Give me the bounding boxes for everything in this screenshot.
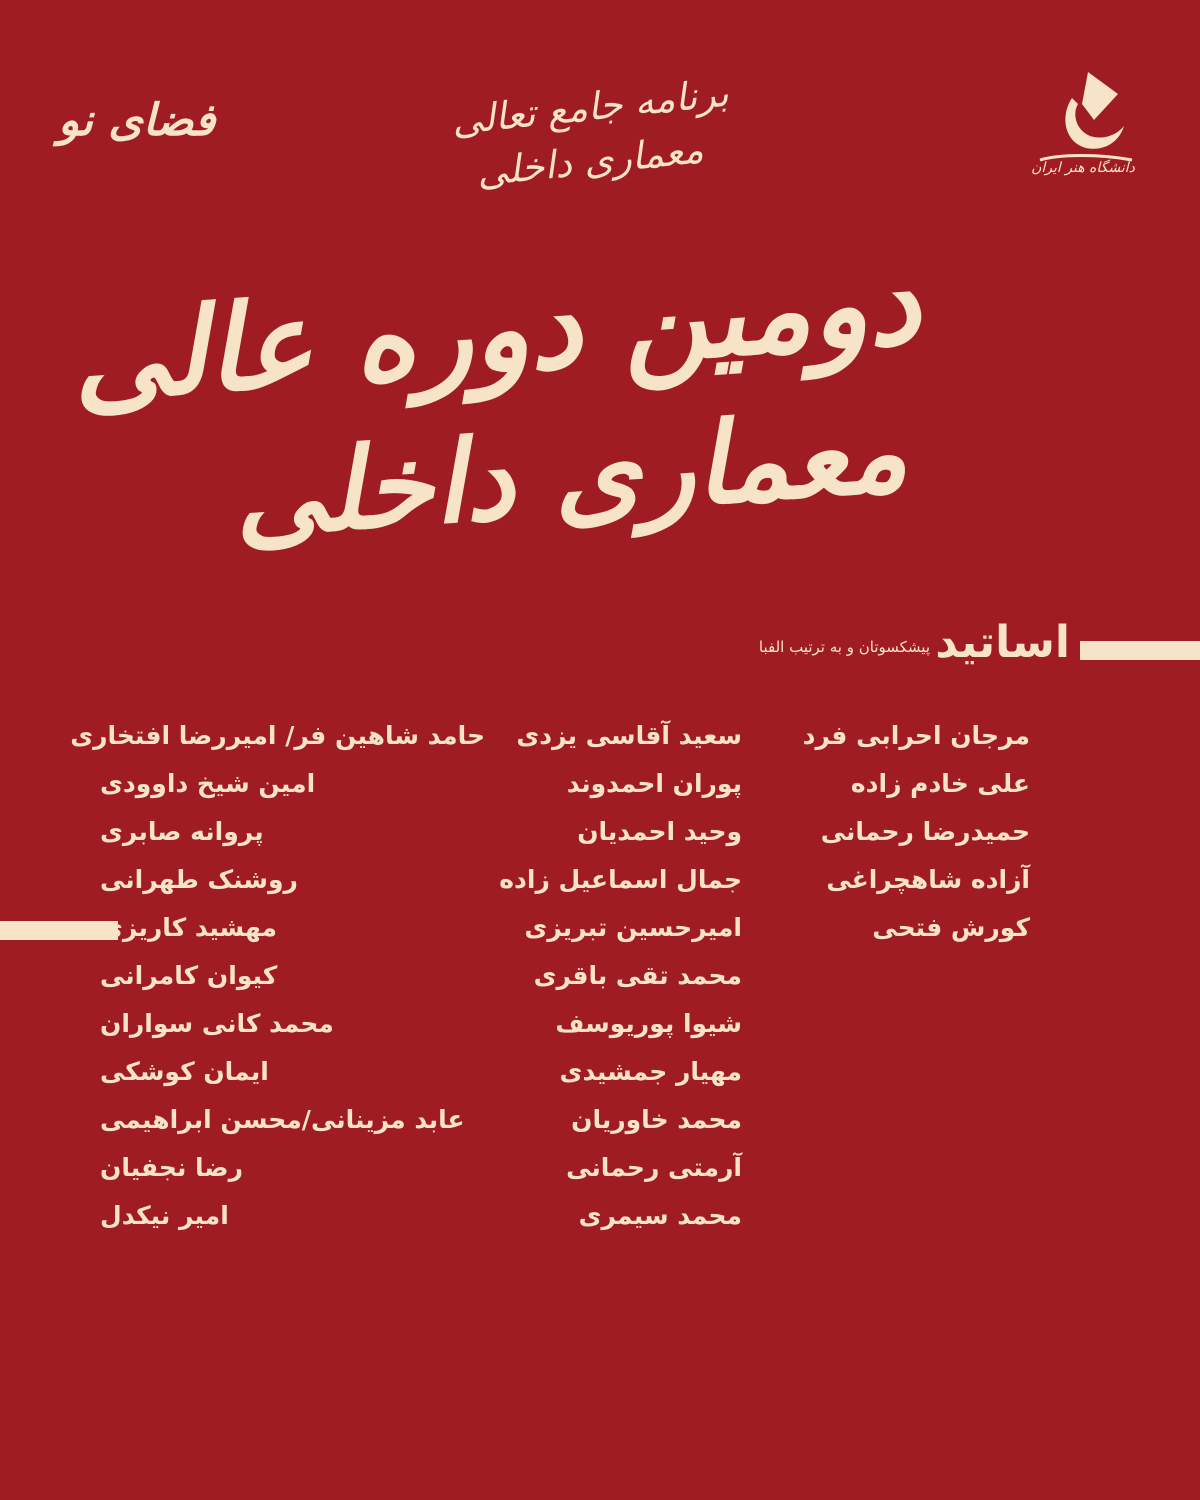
instructors-column-middle: [480, 712, 742, 1240]
instructor-name: جمال اسماعیل زاده: [499, 865, 742, 894]
instructors-subheading: پیشکسوتان و به ترتیب الفبا: [758, 638, 930, 656]
instructor-name: پروانه صابری: [100, 817, 264, 846]
instructor-name: روشنک طهرانی: [100, 865, 298, 894]
instructor-name: وحید احمدیان: [577, 817, 742, 846]
instructor-name: آزاده شاهچراغی: [826, 865, 1030, 894]
instructor-name: محمد خاوریان: [571, 1105, 742, 1134]
instructor-name: مهیار جمشیدی: [559, 1057, 742, 1086]
instructors-column-right: [802, 712, 1030, 952]
instructors-heading: اساتید: [935, 617, 1070, 668]
instructor-name: کورش فتحی: [872, 913, 1030, 942]
instructor-name: امیرحسین تبریزی: [524, 913, 742, 942]
instructor-name: امین شیخ داوودی: [100, 769, 316, 798]
instructor-name: ایمان کوشکی: [100, 1057, 269, 1086]
instructor-name: شیوا پوریوسف: [555, 1009, 742, 1038]
course-title-line1: دومین دوره عالی: [66, 230, 924, 429]
instructor-name: سعید آقاسی یزدی: [516, 721, 742, 750]
course-title: [66, 230, 924, 580]
decorative-rule-right: [1080, 641, 1200, 660]
instructor-name: محمد کانی سواران: [100, 1009, 334, 1038]
instructor-name: امیر نیکدل: [100, 1201, 229, 1230]
instructor-name: حمیدرضا رحمانی: [820, 817, 1030, 846]
instructor-name: محمد سیمری: [578, 1201, 742, 1230]
instructor-name: کیوان کامرانی: [100, 961, 278, 990]
instructors-column-left: [70, 712, 485, 1240]
instructor-name: علی خادم زاده: [850, 769, 1030, 798]
program-calligraphy-line2: معماری داخلی: [474, 127, 706, 195]
instructor-name: مرجان احرابی فرد: [802, 721, 1030, 750]
instructor-name: پوران احمدوند: [566, 769, 742, 798]
instructor-name: عابد مزینانی/محسن ابراهیمی: [100, 1105, 465, 1134]
program-calligraphy: [449, 70, 731, 220]
brand-logo-text: فضای نو: [58, 95, 216, 146]
instructor-name: حامد شاهین فر/ امیررضا افتخاری: [70, 721, 485, 750]
university-logo-label: دانشگاه هنر ایران: [1031, 160, 1135, 176]
instructor-name: مهشید کاریزی: [100, 913, 277, 942]
program-calligraphy-line1: برنامه جامع تعالی: [449, 70, 731, 144]
instructor-name: محمد تقی باقری: [533, 961, 742, 990]
instructor-name: رضا نجفیان: [100, 1153, 243, 1182]
instructor-name: آرمتی رحمانی: [566, 1153, 742, 1182]
course-title-line2: معماری داخلی: [229, 385, 911, 564]
